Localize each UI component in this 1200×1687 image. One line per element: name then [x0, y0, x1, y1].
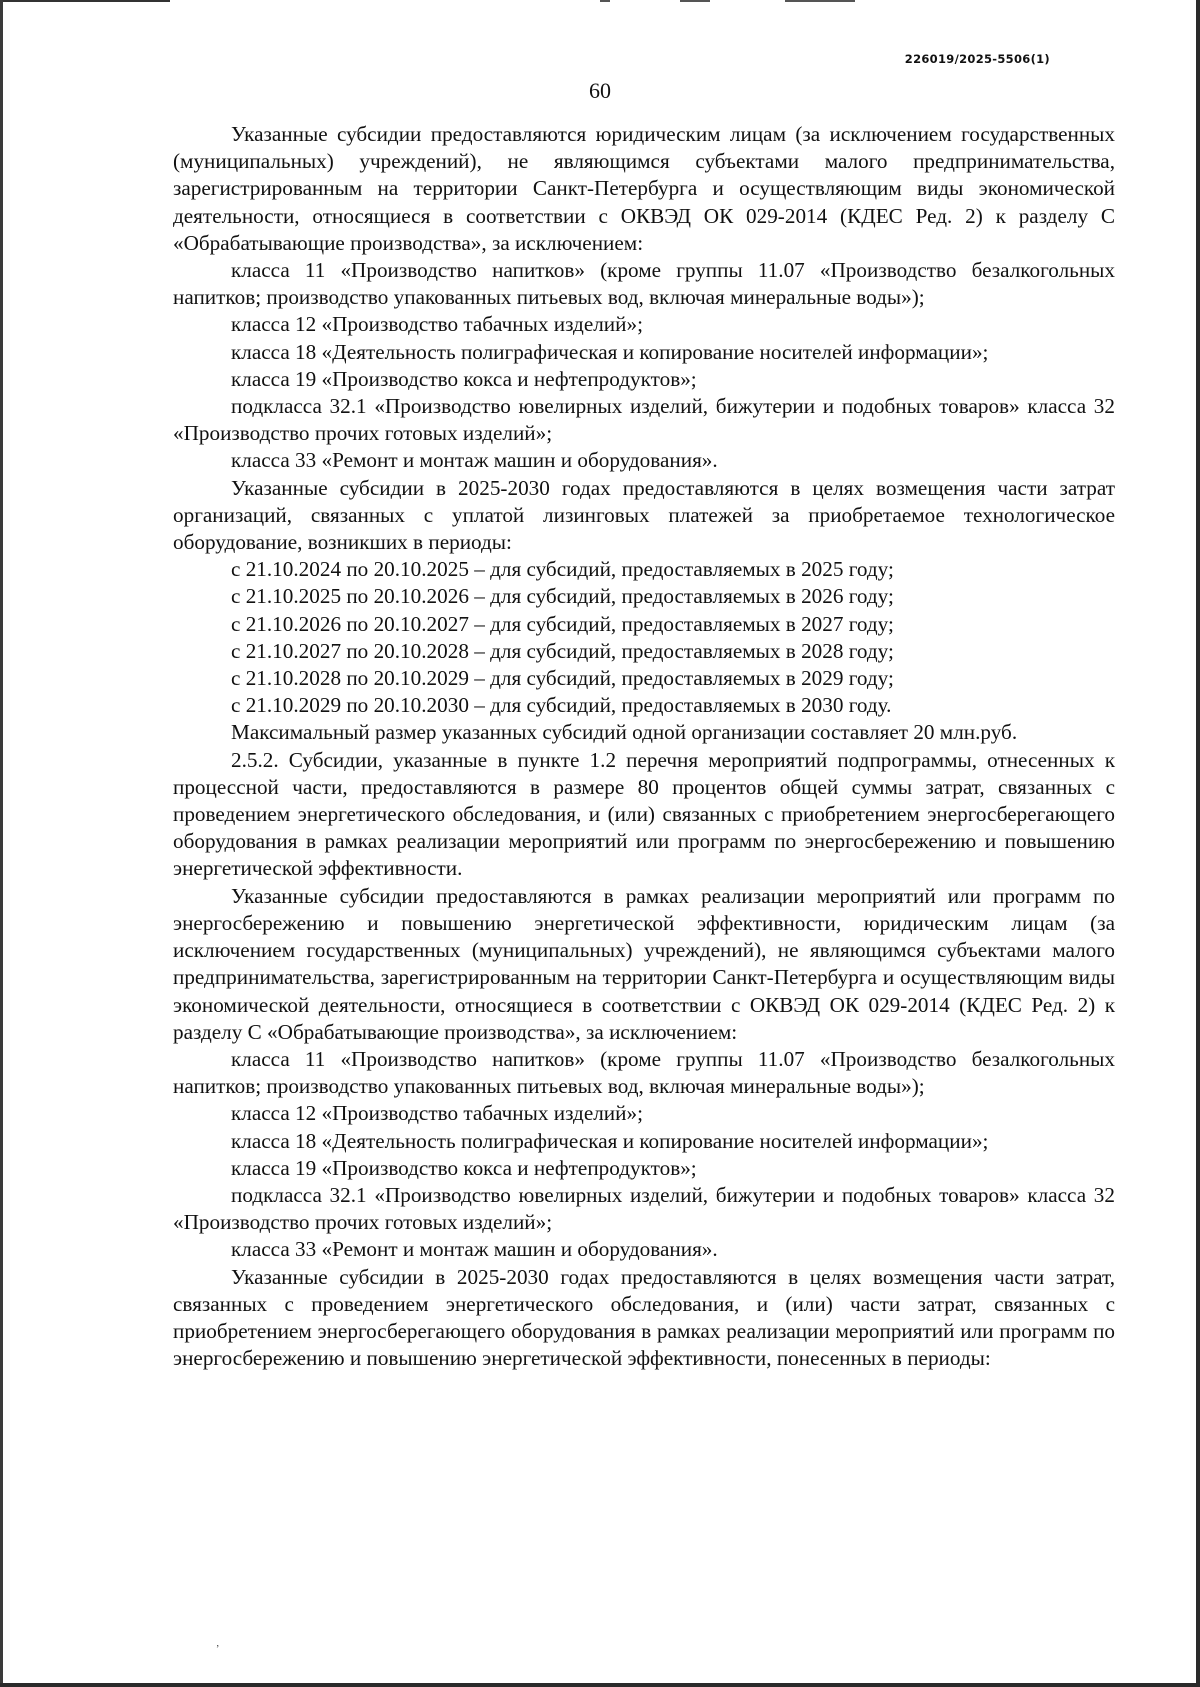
document-body [173, 121, 1115, 1372]
paragraph: класса 19 «Производство кокса и нефтепродуктов»; [231, 1155, 697, 1180]
paragraph: с 21.10.2028 по 20.10.2029 – для субсидий, предоставляемых в 2029 году; [231, 666, 894, 691]
paragraph: с 21.10.2024 по 20.10.2025 – для субсидий, предоставляемых в 2025 году; [231, 557, 894, 582]
paragraph: класса 11 «Производство напитков» (кроме группы 11.07 «Производство безалкогольных напитков; производство упакованных питьевых вод, включая минеральные воды»); [173, 258, 1115, 310]
paragraph: Указанные субсидии в 2025-2030 годах предоставляются в целях возмещения части затрат организаций, связанных с уплатой лизинговых платежей за приобретаемое технологическое оборудование, возникших в периоды: [173, 475, 1115, 555]
scan-left-edge [0, 0, 3, 1687]
paragraph: Указанные субсидии предоставляются в рамках реализации мероприятий или программ по энергосбережению и повышению энергетической эффективности, юридическим лицам (за исключением государственных (муниципальных) учреждений), не являющимся субъектами малого предпринимательства, зарегистрированным на территории Санкт-Петербурга и осуществляющим виды экономической деятельности, относящиеся в соответствии с ОКВЭД ОК 029-2014 (КДЕС Ред. 2) к разделу С «Обрабатывающие производства», за исключением: [173, 883, 1115, 1044]
paragraph: Максимальный размер указанных субсидий одной организации составляет 20 млн.руб. [231, 720, 1018, 745]
paragraph: класса 12 «Производство табачных изделий»; [231, 312, 643, 337]
paragraph: класса 18 «Деятельность полиграфическая и копирование носителей информации»; [231, 339, 989, 364]
scan-top-edge [0, 0, 1200, 2]
paragraph: Указанные субсидии предоставляются юридическим лицам (за исключением государственных (муниципальных) учреждений), не являющимся субъектами малого предпринимательства, зарегистрированным на территории Санкт-Петербурга и осуществляющим виды экономической деятельности, относящиеся в соответствии с ОКВЭД ОК 029-2014 (КДЕС Ред. 2) к разделу С «Обрабатывающие производства», за исключением: [173, 122, 1115, 255]
scan-mark: ʼ [216, 1644, 220, 1655]
scan-bottom-edge [0, 1683, 1200, 1687]
paragraph: класса 33 «Ремонт и монтаж машин и оборудования». [231, 1237, 718, 1262]
paragraph: подкласса 32.1 «Производство ювелирных изделий, бижутерии и подобных товаров» класса 32 «Производство прочих готовых изделий»; [173, 394, 1115, 446]
document-id: 226019/2025-5506(1) [904, 52, 1050, 66]
paragraph: класса 12 «Производство табачных изделий»; [231, 1101, 643, 1126]
paragraph: класса 18 «Деятельность полиграфическая и копирование носителей информации»; [231, 1128, 989, 1153]
paragraph: с 21.10.2025 по 20.10.2026 – для субсидий, предоставляемых в 2026 году; [231, 584, 894, 609]
page-number: 60 [589, 78, 611, 103]
scan-right-edge [1196, 0, 1200, 1687]
paragraph: с 21.10.2026 по 20.10.2027 – для субсидий, предоставляемых в 2027 году; [231, 611, 894, 636]
paragraph: класса 19 «Производство кокса и нефтепродуктов»; [231, 366, 697, 391]
paragraph: Указанные субсидии в 2025-2030 годах предоставляются в целях возмещения части затрат, связанных с проведением энергетического обследования, и (или) части затрат, связанных с приобретением энергосберегающего оборудования в рамках реализации мероприятий или программ по энергосбережению и повышению энергетической эффективности, понесенных в периоды: [173, 1264, 1115, 1371]
paragraph: класса 11 «Производство напитков» (кроме группы 11.07 «Производство безалкогольных напитков; производство упакованных питьевых вод, включая минеральные воды»); [173, 1046, 1115, 1099]
paragraph: класса 33 «Ремонт и монтаж машин и оборудования». [231, 448, 718, 473]
paragraph: подкласса 32.1 «Производство ювелирных изделий, бижутерии и подобных товаров» класса 32 «Производство прочих готовых изделий»; [173, 1182, 1115, 1235]
paragraph: с 21.10.2027 по 20.10.2028 – для субсидий, предоставляемых в 2028 году; [231, 638, 894, 663]
paragraph: 2.5.2. Субсидии, указанные в пункте 1.2 перечня мероприятий подпрограммы, отнесенных к процессной части, предоставляются в размере 80 процентов общей суммы затрат, связанных с проведением энергетического обследования, и (или) связанных с приобретением энергосберегающего оборудования в рамках реализации мероприятий или программ по энергосбережению и повышению энергетической эффективности. [173, 747, 1115, 881]
paragraph: с 21.10.2029 по 20.10.2030 – для субсидий, предоставляемых в 2030 году. [231, 693, 892, 718]
